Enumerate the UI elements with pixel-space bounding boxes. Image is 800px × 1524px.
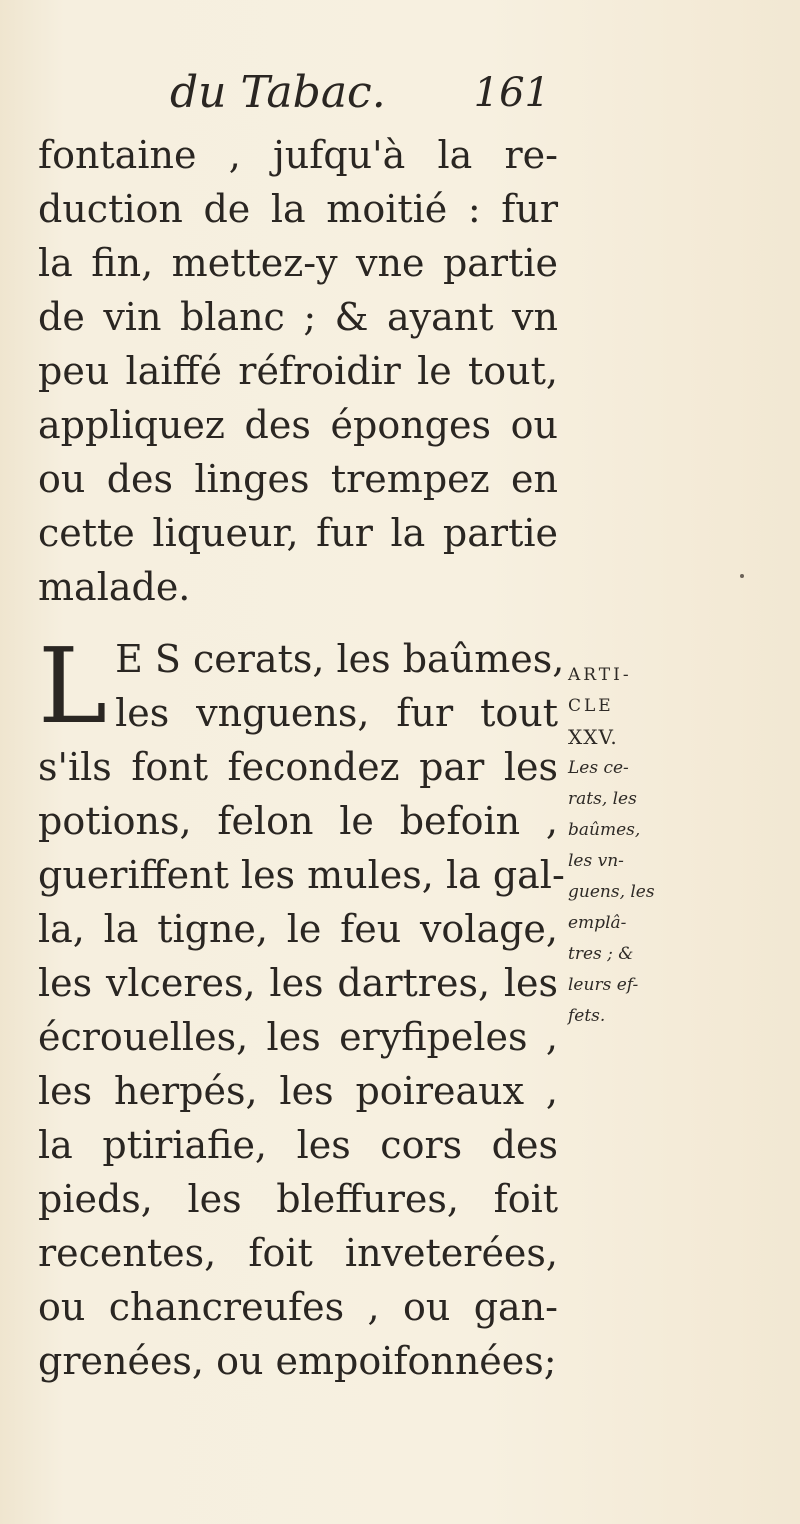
text-line: grenées, ou empoifonnées; bbox=[38, 1339, 557, 1383]
text-line: appliquez des éponges ou bbox=[38, 403, 558, 447]
text-line: ou chancreufes , ou gan- bbox=[38, 1285, 558, 1329]
running-head bbox=[170, 68, 550, 118]
text-line: les vlceres, les dartres, les bbox=[38, 961, 558, 1005]
text-line: de vin blanc ; & ayant vn bbox=[38, 295, 558, 339]
margin-note-line: emplâ- bbox=[568, 913, 627, 933]
paper-spot bbox=[740, 574, 744, 578]
margin-note-line: Les ce- bbox=[568, 758, 629, 778]
margin-note-line: baûmes, bbox=[568, 820, 641, 840]
drop-cap: L bbox=[38, 625, 108, 747]
text-line: les vnguens, fur tout bbox=[115, 691, 558, 735]
text-line: malade. bbox=[38, 565, 191, 609]
running-title: du Tabac. bbox=[170, 67, 386, 118]
margin-note-line: CLE bbox=[568, 696, 614, 716]
text-line: la fin, mettez-y vne partie bbox=[38, 241, 558, 285]
text-line: fontaine , jufqu'à la re- bbox=[38, 133, 558, 177]
text-line: gueriffent les mules, la gal- bbox=[38, 853, 565, 897]
text-line: la ptiriafie, les cors des bbox=[38, 1123, 558, 1167]
article-paragraph bbox=[38, 625, 565, 1388]
margin-note-line: tres ; & bbox=[568, 944, 634, 964]
margin-note bbox=[568, 660, 680, 1032]
text-line: les herpés, les poireaux , bbox=[38, 1069, 558, 1113]
margin-note-line: leurs ef- bbox=[568, 975, 639, 995]
paragraph-continuation bbox=[38, 128, 558, 614]
margin-note-line: fets. bbox=[568, 1006, 606, 1026]
text-line: peu laiffé réfroidir le tout, bbox=[38, 349, 558, 393]
text-line: ou des linges trempez en bbox=[38, 457, 558, 501]
margin-note-line: les vn- bbox=[568, 851, 624, 871]
first-line-text: E S cerats, les baûmes, bbox=[115, 637, 565, 681]
text-line: duction de la moitié : fur bbox=[38, 187, 558, 231]
margin-note-line: rats, les bbox=[568, 789, 637, 809]
page-number: 161 bbox=[473, 70, 550, 116]
margin-note-line: guens, les bbox=[568, 882, 655, 902]
text-line: recentes, foit inveterées, bbox=[38, 1231, 558, 1275]
text-line: écrouelles, les eryfipeles , bbox=[38, 1015, 558, 1059]
text-line: potions, felon le befoin , bbox=[38, 799, 558, 843]
text-line: s'ils font fecondez par les bbox=[38, 745, 558, 789]
margin-note-line: ARTI- bbox=[568, 665, 632, 685]
text-line: la, la tigne, le feu volage, bbox=[38, 907, 558, 951]
text-line: pieds, les bleffures, foit bbox=[38, 1177, 558, 1221]
margin-note-line: XXV. bbox=[568, 725, 618, 749]
text-line: cette liqueur, fur la partie bbox=[38, 511, 558, 555]
